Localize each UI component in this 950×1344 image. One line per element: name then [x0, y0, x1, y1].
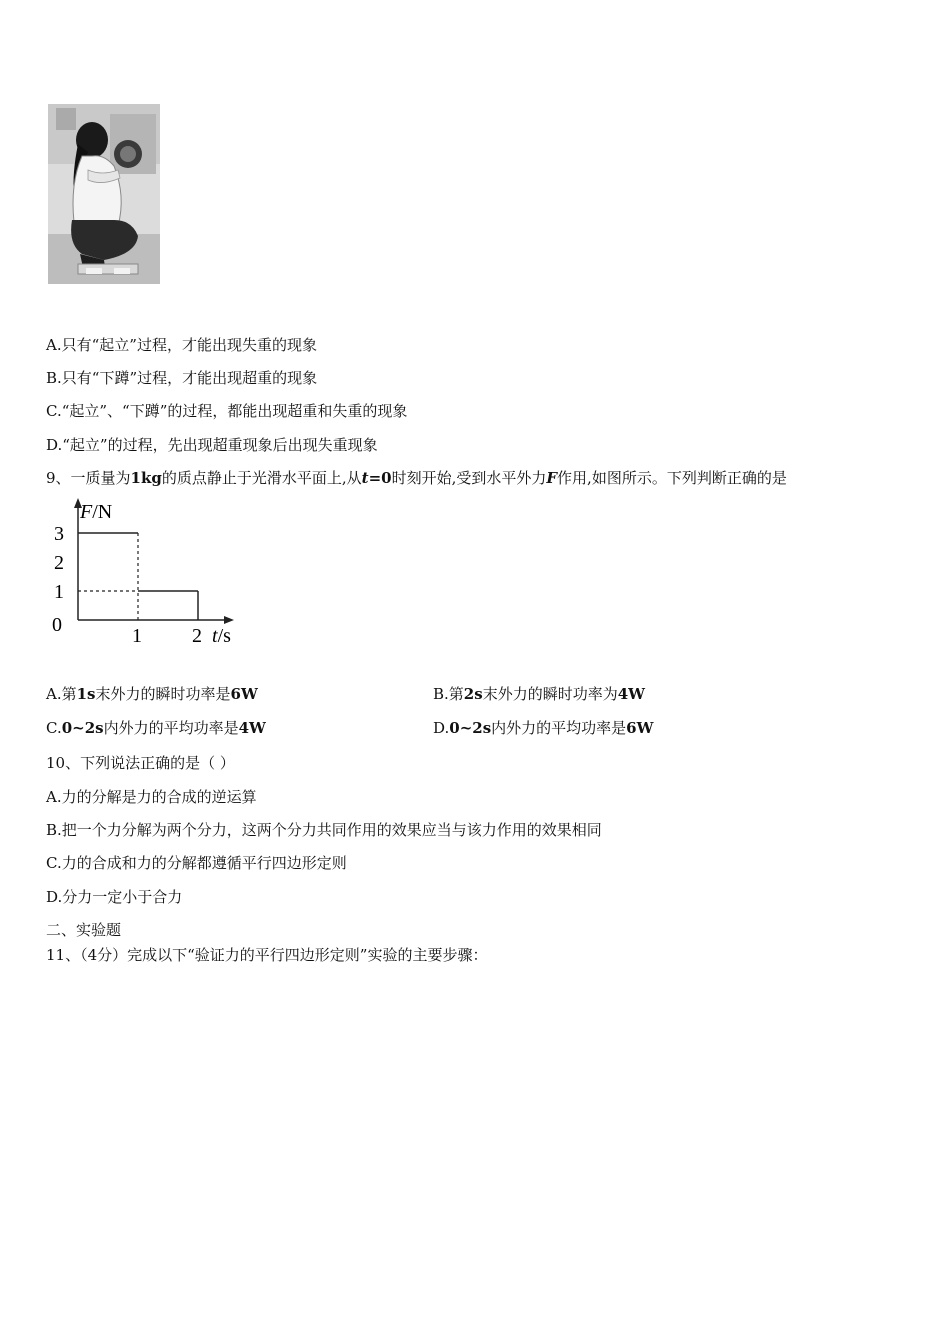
origin-label: 0: [52, 614, 62, 636]
y-tick-label-3: 3: [54, 523, 64, 545]
x-axis-arrow: [224, 616, 234, 624]
q8-option-d: D.“起立”的过程，先出现超重现象后出现失重现象: [46, 436, 378, 454]
section-heading: 二、实验题: [46, 921, 122, 939]
q8-option-a: A.只有“起立”过程，才能出现失重的现象: [46, 336, 317, 354]
q9-option-b: B.第2s末外力的瞬时功率为4W: [433, 685, 645, 703]
x-tick-label-2: 2: [192, 625, 202, 647]
q9-stem: 9、一质量为1kg的质点静止于光滑水平面上,从t=0时刻开始,受到水平外力F作用,如图所示。下列判断正确的是: [46, 469, 787, 487]
q9-option-c: C.0~2s内外力的平均功率是4W: [46, 719, 266, 737]
force-time-graph: [44, 496, 244, 652]
y-axis-label: F/N: [80, 501, 113, 523]
x-axis-label: t/s: [212, 625, 231, 647]
y-tick-label-1: 1: [54, 581, 64, 603]
q10-option-b: B.把一个力分解为两个分力，这两个分力共同作用的效果应当与该力作用的效果相同: [46, 821, 602, 839]
q9-option-a: A.第1s末外力的瞬时功率是6W: [46, 685, 258, 703]
squatting-person-photo: [48, 104, 160, 284]
q9-option-d: D.0~2s内外力的平均功率是6W: [433, 719, 654, 737]
x-tick-label-1: 1: [132, 625, 142, 647]
q10-option-a: A.力的分解是力的合成的逆运算: [46, 788, 257, 806]
q10-option-d: D.分力一定小于合力: [46, 888, 183, 906]
q10-stem: 10、下列说法正确的是（ ）: [46, 754, 235, 772]
q11-stem: 11、（4分）完成以下“验证力的平行四边形定则”实验的主要步骤：: [46, 946, 488, 964]
q8-option-b: B.只有“下蹲”过程，才能出现超重的现象: [46, 369, 318, 387]
q10-option-c: C.力的合成和力的分解都遵循平行四边形定则: [46, 854, 347, 872]
q8-option-c: C.“起立”、“下蹲”的过程，都能出现超重和失重的现象: [46, 402, 408, 420]
y-tick-label-2: 2: [54, 552, 64, 574]
